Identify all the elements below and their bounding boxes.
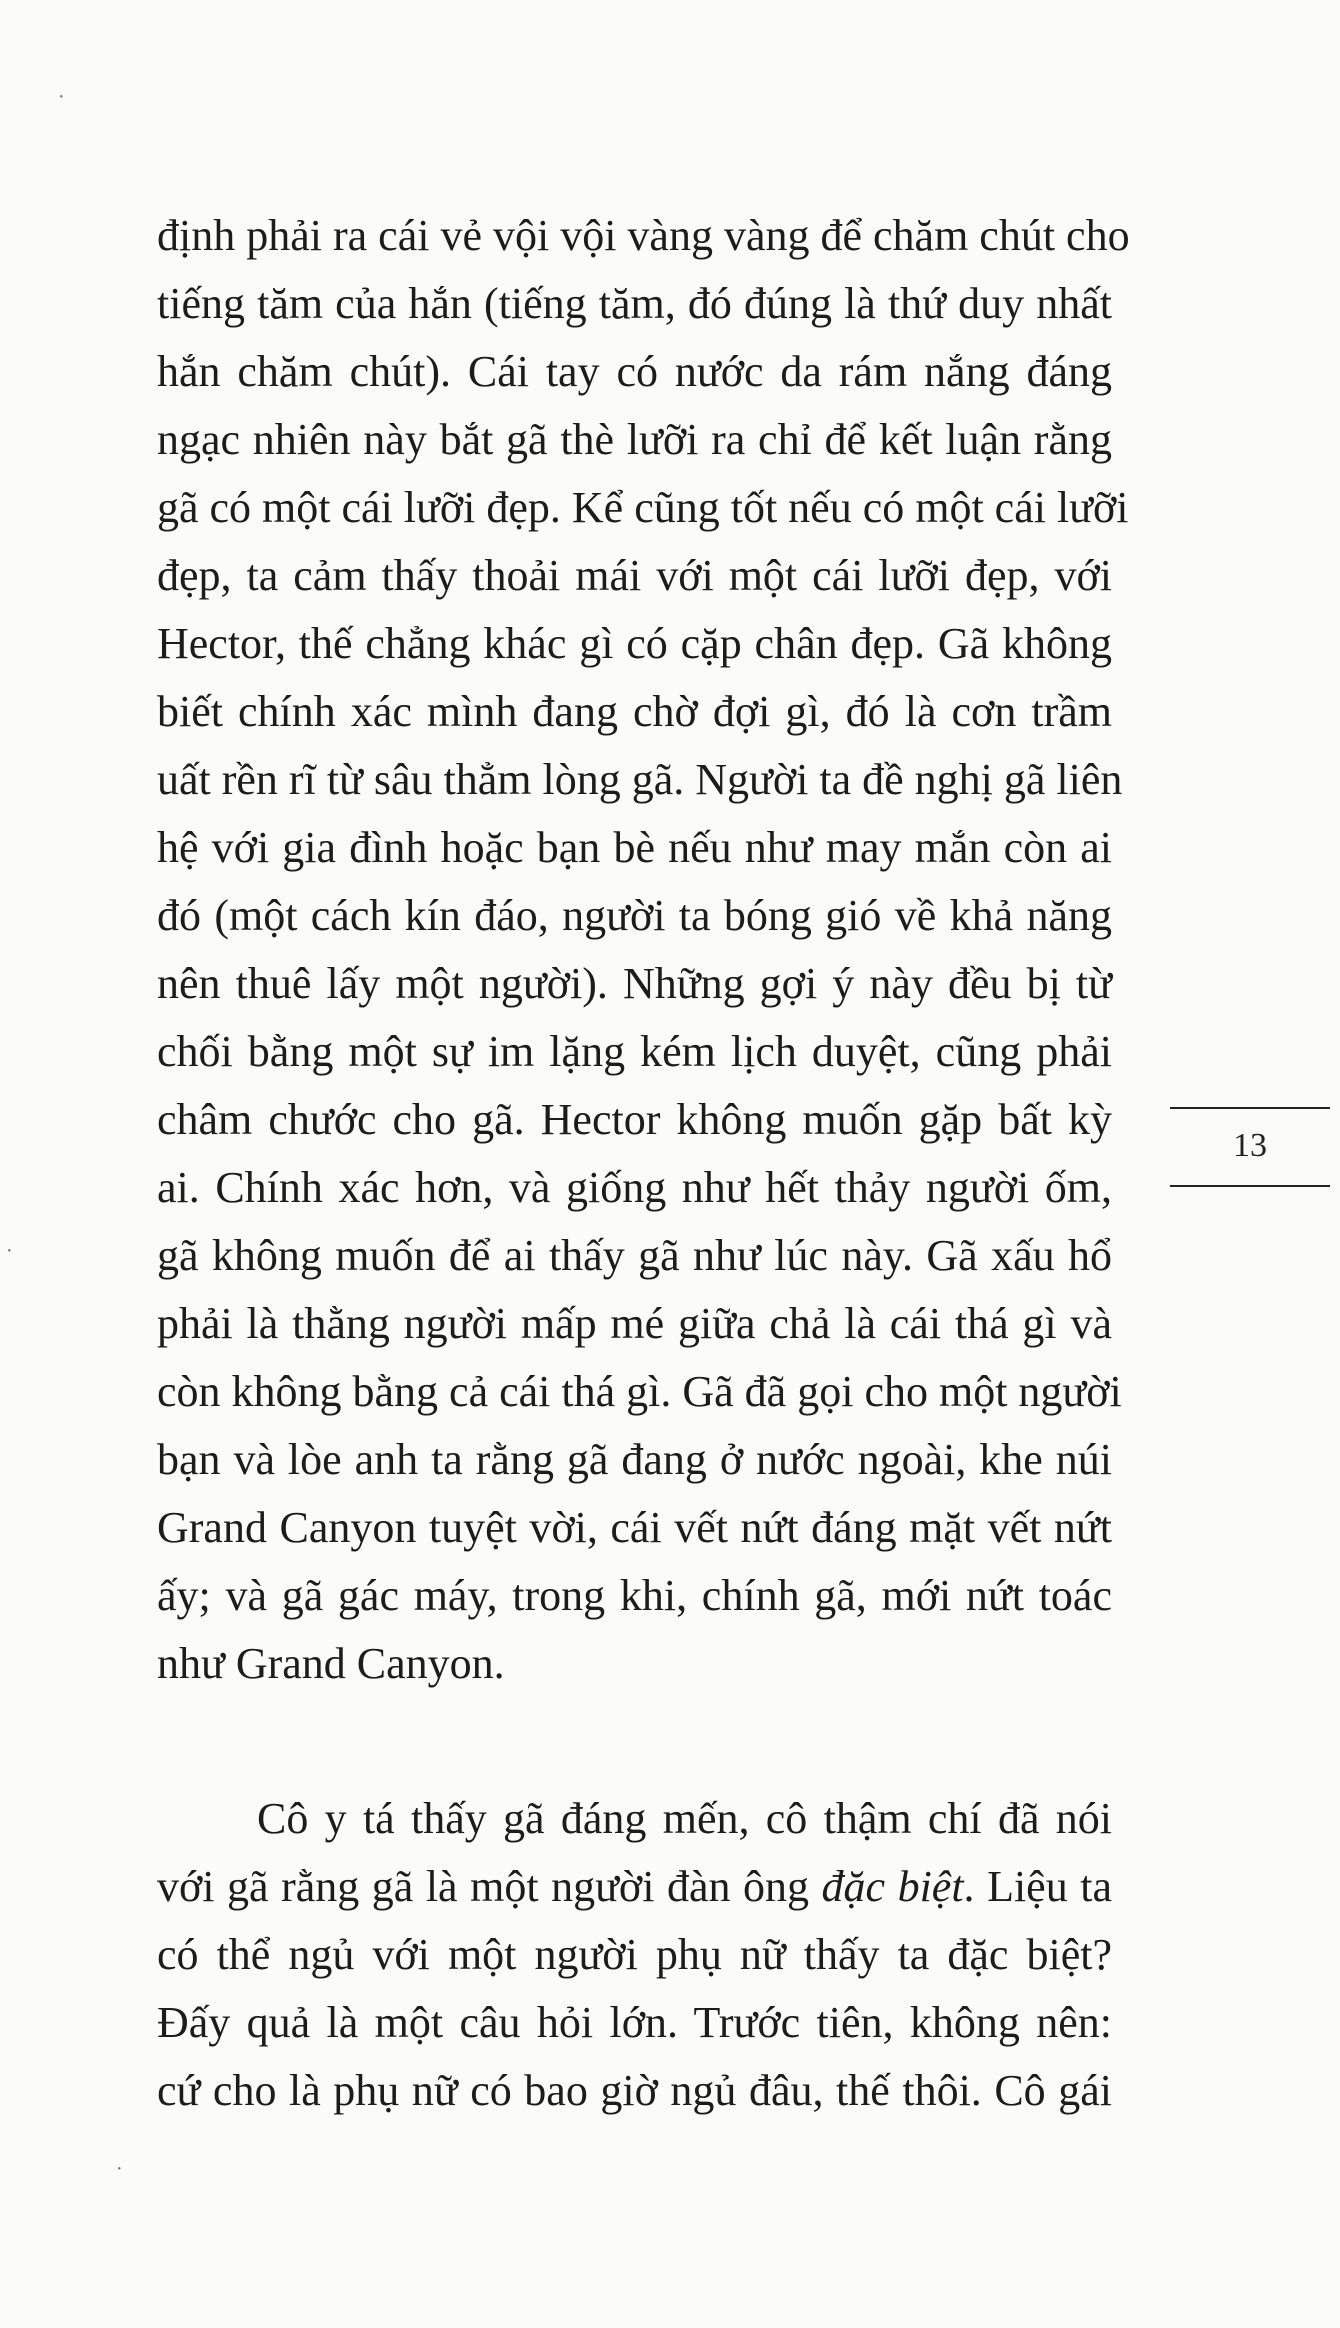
text-line: như Grand Canyon.: [157, 1639, 505, 1688]
text-line: tiếng tăm của hắn (tiếng tăm, đó đúng là thứ duy nhất: [157, 279, 1112, 328]
text-line: Grand Canyon tuyệt vời, cái vết nứt đáng mặt vết nứt: [157, 1503, 1112, 1552]
paragraph-2: [157, 1785, 1112, 2125]
text-line: hệ với gia đình hoặc bạn bè nếu như may mắn còn ai: [157, 823, 1112, 872]
text-line: ngạc nhiên này bắt gã thè lưỡi ra chỉ để kết luận rằng: [157, 415, 1112, 464]
text-line: cứ cho là phụ nữ có bao giờ ngủ đâu, thế thôi. Cô gái: [157, 2066, 1112, 2115]
text-line: Cô y tá thấy gã đáng mến, cô thậm chí đã nói: [257, 1794, 1112, 1843]
page-number-bottom-rule: [1170, 1185, 1330, 1187]
text-line: còn không bằng cả cái thá gì. Gã đã gọi cho một người: [157, 1367, 1122, 1416]
text-line: định phải ra cái vẻ vội vội vàng vàng để chăm chút cho: [157, 211, 1130, 260]
text-line: chối bằng một sự im lặng kém lịch duyệt, cũng phải: [157, 1027, 1112, 1076]
scan-speck: ·: [6, 1240, 13, 1262]
text-line: đẹp, ta cảm thấy thoải mái với một cái lưỡi đẹp, với: [157, 551, 1112, 600]
text-line: ấy; và gã gác máy, trong khi, chính gã, mới nứt toác: [157, 1571, 1112, 1620]
text-line: bạn và lòe anh ta rằng gã đang ở nước ngoài, khe núi: [157, 1435, 1112, 1484]
text-line: hắn chăm chút). Cái tay có nước da rám nắng đáng: [157, 347, 1112, 396]
text-line: nên thuê lấy một người). Những gợi ý này đều bị từ: [157, 959, 1112, 1008]
text-line: phải là thằng người mấp mé giữa chả là cái thá gì và: [157, 1299, 1112, 1348]
scan-speck: ·: [116, 2158, 123, 2180]
text-line: đó (một cách kín đáo, người ta bóng gió về khả năng: [157, 891, 1112, 940]
text-line: gã không muốn để ai thấy gã như lúc này. Gã xấu hổ: [157, 1231, 1112, 1280]
text-line: ai. Chính xác hơn, và giống như hết thảy người ốm,: [157, 1163, 1112, 1212]
text-segment: với gã rằng gã là một người đàn ông: [157, 1862, 822, 1911]
page-number: 13: [1233, 1127, 1267, 1164]
text-line: Hector, thế chẳng khác gì có cặp chân đẹp. Gã không: [157, 619, 1112, 668]
text-line: Đấy quả là một câu hỏi lớn. Trước tiên, không nên:: [157, 1998, 1112, 2047]
text-line: uất rền rĩ từ sâu thẳm lòng gã. Người ta đề nghị gã liên: [157, 755, 1123, 804]
text-line: gã có một cái lưỡi đẹp. Kể cũng tốt nếu có một cái lưỡi: [157, 483, 1129, 532]
text-line: biết chính xác mình đang chờ đợi gì, đó là cơn trầm: [157, 687, 1112, 736]
text-segment: . Liệu ta: [963, 1862, 1112, 1911]
emphasized-word: đặc biệt: [821, 1862, 964, 1911]
scan-speck: ·: [58, 86, 65, 108]
page-number-box: [1170, 1107, 1330, 1187]
text-line: châm chước cho gã. Hector không muốn gặp bất kỳ: [157, 1095, 1112, 1144]
paragraph-1: [157, 202, 1130, 1698]
text-line-with-emphasis: [157, 1853, 1112, 1921]
text-line: có thể ngủ với một người phụ nữ thấy ta đặc biệt?: [157, 1930, 1112, 1979]
page-number-top-rule: [1170, 1107, 1330, 1109]
